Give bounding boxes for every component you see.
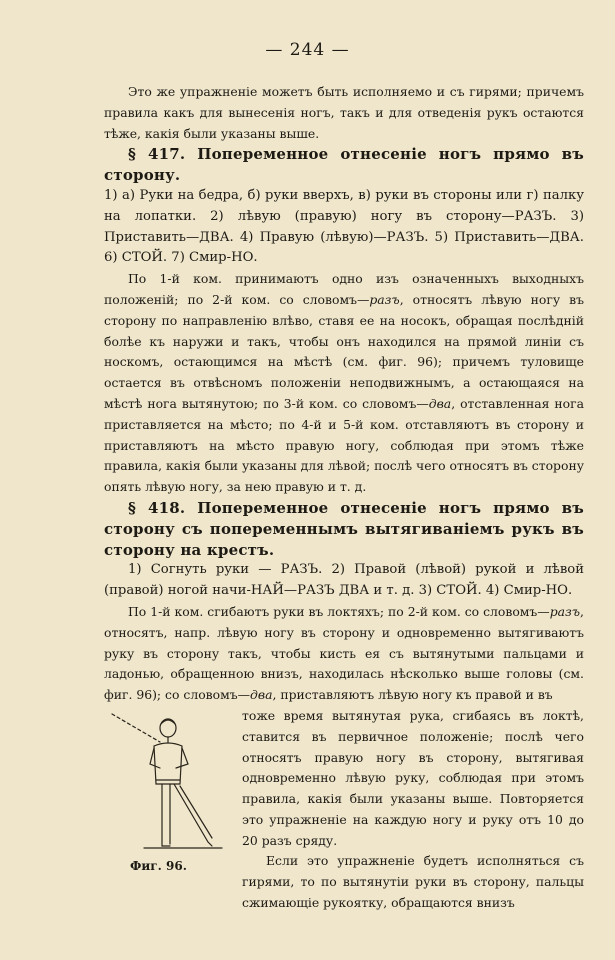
section-417-heading: § 417. Попеременное отнесеніе ногъ прямо въ сторону. [104,145,584,185]
section-418-weights: Если это упражненіе будетъ исполняться съ гирями, то по вытянутіи руки въ сторону, пальцы сжимающіе рукоятку, обращаются внизъ [242,853,584,911]
page-number: — 244 — [265,40,350,60]
text-fragment: , относятъ, напр. лѣвую ногу въ сторону и одновременно вытягиваютъ руку въ сторону такъ, чтобы кисть ея съ вытянутыми пальцами и ладонью, обращенною внизъ, находилась нѣсколько выше головы (см. фиг. 96); со словомъ— [104,603,584,703]
section-417-commands: 1) а) Руки на бедра, б) руки вверхъ, в) руки въ стороны или г) палку на лопатки. 2) лѣвую (правую) ногу въ сторону—РАЗЪ. 3) Приставить—ДВА. 4) Правую (лѣвую)—РАЗЪ. 5) Приставить—ДВА. 6) СТОЙ. 7) Смир-НО. [104,187,584,266]
command-word-dva: два [428,395,452,411]
text-fragment: , приставляютъ лѣвую ногу къ правой и въ [272,687,553,703]
section-417-body [104,269,584,498]
text-fragment: , отставленная нога приставляется на мѣсто; по 4-й и 5-й ком. отставляютъ въ сторону и приставляютъ на мѣсто правую ногу, соблюдая при этомъ тѣже правила, какія были указаны для лѣвой; послѣ чего относятъ въ сторону опять лѣвую ногу, за нею правую и т. д. [104,395,584,495]
figure-side-text [242,706,584,914]
command-word-raz: разъ [369,291,400,307]
page-text [104,82,584,911]
figure-caption: Фиг. 96. [130,858,187,873]
text-fragment: По 1-й ком. принимаютъ одно изъ означенныхъ выходныхъ положеній; по 2-й ком. со словомъ— [104,271,584,307]
figure-96 [104,706,234,876]
section-418-commands: 1) Согнуть руки — РАЗЪ. 2) Правой (лѣвой) рукой и лѣвой (правой) ногой начи-НАЙ—РАЗЪ ДВА и т. д. 3) СТОЙ. 4) Смир-НО. [104,562,584,599]
section-418-body [104,602,584,706]
command-word-raz: разъ [549,603,581,619]
section-418-heading: § 418. Попеременное отнесеніе ногъ прямо въ сторону съ попеременнымъ вытягиваніемъ рукъ въ сторону на крестъ. [104,498,584,559]
text-fragment: По 1-й ком. сгибаютъ руки въ локтяхъ; по 2-й ком. со словомъ— [128,603,550,619]
text-fragment: , относятъ лѣвую ногу въ сторону по направленію влѣво, ставя ее на носокъ, обращая послѣдній болѣе къ наружи и такъ, чтобы онъ находился на прямой линіи съ носкомъ, остающимся на мѣстѣ (см. фиг. 96); причемъ туловище остается въ отвѣсномъ положеніи неподвижнымъ, а остающаяся на мѣстѣ нога вытянутою; по 3-й ком. со словомъ— [104,291,584,411]
gymnast-figure-icon [104,706,234,856]
section-418-continued: тоже время вытянутая рука, сгибаясь въ локтѣ, ставится въ первичное положеніе; послѣ чего относятъ правую ногу въ сторону, вытягивая одновременно лѣвую руку, соблюдая при этомъ правила, какія были указаны выше. Повторяется это упражненіе на каждую ногу и руку отъ 10 до 20 разъ сряду. [242,707,584,848]
command-word-dva: два [250,687,273,703]
paragraph-intro: Это же упражненіе можетъ быть исполняемо и съ гирями; причемъ правила какъ для вынесенія ногъ, такъ и для отведенія рукъ остаются тѣже, какія были указаны выше. [104,84,584,141]
figure-block [104,706,584,911]
